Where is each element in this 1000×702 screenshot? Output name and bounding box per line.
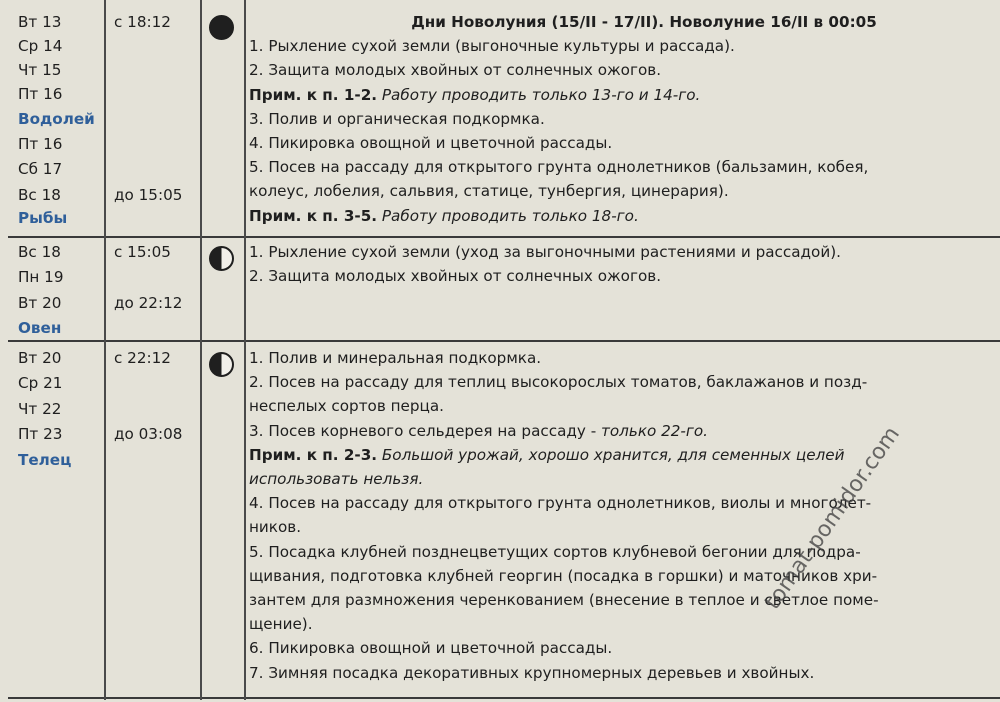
day-label: Вт 13 <box>18 13 62 31</box>
column-divider <box>200 0 202 700</box>
note <box>249 83 979 107</box>
day-label: Чт 22 <box>18 400 62 418</box>
day-label: Ср 21 <box>18 374 63 392</box>
zodiac-sign: Водолей <box>18 110 95 128</box>
day-label: Пт 16 <box>18 135 63 153</box>
day-label: Вт 20 <box>18 294 62 312</box>
day-label: Вт 20 <box>18 349 62 367</box>
work-item: щение). <box>249 615 313 634</box>
work-list <box>249 346 979 685</box>
section-header: Дни Новолуния (15/II - 17/II). Новолуние 16/II в 00:05 <box>411 13 877 31</box>
work-item: 2. Защита молодых хвойных от солнечных ожогов. <box>249 61 662 80</box>
note-label: Прим. к п. 1-2. <box>249 85 378 104</box>
note-label: Прим. к п. 2-3. <box>249 445 378 464</box>
time-to: до 03:08 <box>114 425 183 443</box>
time-from: с 18:12 <box>114 13 171 31</box>
note-text: Большой урожай, хорошо хранится, для семенных целей <box>381 445 845 464</box>
note-text: Работу проводить только 13-го и 14-го. <box>381 85 701 104</box>
work-item: 5. Посадка клубней позднецветущих сортов клубневой бегонии для подра- <box>249 542 861 561</box>
time-from: с 15:05 <box>114 243 171 261</box>
day-label: Ср 14 <box>18 37 63 55</box>
time-from: с 22:12 <box>114 349 171 367</box>
item-note: только 22-го. <box>601 421 709 440</box>
day-label: Вс 18 <box>18 186 61 204</box>
note-text: использовать нельзя. <box>249 470 424 489</box>
work-item: колеус, лобелия, сальвия, статице, тунбергия, цинерария). <box>249 182 729 201</box>
work-item: 4. Посев на рассаду для открытого грунта однолетников, виолы и многолет- <box>249 494 872 513</box>
time-to: до 22:12 <box>114 294 183 312</box>
first-quarter-moon-icon <box>209 352 234 377</box>
work-item: 3. Полив и органическая подкормка. <box>249 109 545 128</box>
work-list <box>249 10 979 228</box>
work-item: 1. Рыхление сухой земли (уход за выгоночными растениями и рассадой). <box>249 243 841 261</box>
work-item: 6. Пикировка овощной и цветочной рассады. <box>249 639 613 658</box>
item-text: 3. Посев корневого сельдерея на рассаду - <box>249 421 602 440</box>
waxing-moon-icon <box>209 246 234 271</box>
work-item: неспелых сортов перца. <box>249 397 444 416</box>
day-label: Пн 19 <box>18 268 64 286</box>
note-text: Работу проводить только 18-го. <box>381 206 639 225</box>
row-divider <box>8 236 1000 238</box>
work-item: 7. Зимняя посадка декоративных крупномерных деревьев и хвойных. <box>249 663 815 682</box>
day-label: Пт 16 <box>18 85 63 103</box>
work-item: зантем для размножения черенкованием (внесение в теплое и светлое поме- <box>249 591 879 610</box>
work-list <box>249 240 979 288</box>
day-label: Пт 23 <box>18 425 63 443</box>
work-item: 5. Посев на рассаду для открытого грунта однолетников (бальзамин, кобея, <box>249 158 869 177</box>
day-label: Чт 15 <box>18 61 62 79</box>
work-item: 4. Пикировка овощной и цветочной рассады. <box>249 134 613 153</box>
work-item: ников. <box>249 518 302 537</box>
work-item: щивания, подготовка клубней георгин (посадка в горшки) и маточников хри- <box>249 566 878 585</box>
row-divider <box>8 340 1000 342</box>
work-item: 2. Защита молодых хвойных от солнечных ожогов. <box>249 267 662 286</box>
work-item: 1. Рыхление сухой земли (выгоночные культуры и рассада). <box>249 37 735 56</box>
day-label: Сб 17 <box>18 160 63 178</box>
column-divider <box>104 0 106 700</box>
zodiac-sign: Телец <box>18 451 72 469</box>
day-label: Вс 18 <box>18 243 61 261</box>
zodiac-sign: Рыбы <box>18 209 68 227</box>
work-item: 2. Посев на рассаду для теплиц высокорослых томатов, баклажанов и позд- <box>249 373 868 392</box>
watermark: tomat-pomidor.com <box>760 422 905 615</box>
note-label: Прим. к п. 3-5. <box>249 206 378 225</box>
work-item: 1. Полив и минеральная подкормка. <box>249 349 542 367</box>
note <box>249 204 979 228</box>
lunar-calendar-table <box>8 0 1000 700</box>
zodiac-sign: Овен <box>18 319 62 337</box>
work-item <box>249 419 979 443</box>
time-to: до 15:05 <box>114 186 183 204</box>
row-divider <box>8 697 1000 699</box>
new-moon-icon <box>209 15 234 40</box>
column-divider <box>244 0 246 700</box>
